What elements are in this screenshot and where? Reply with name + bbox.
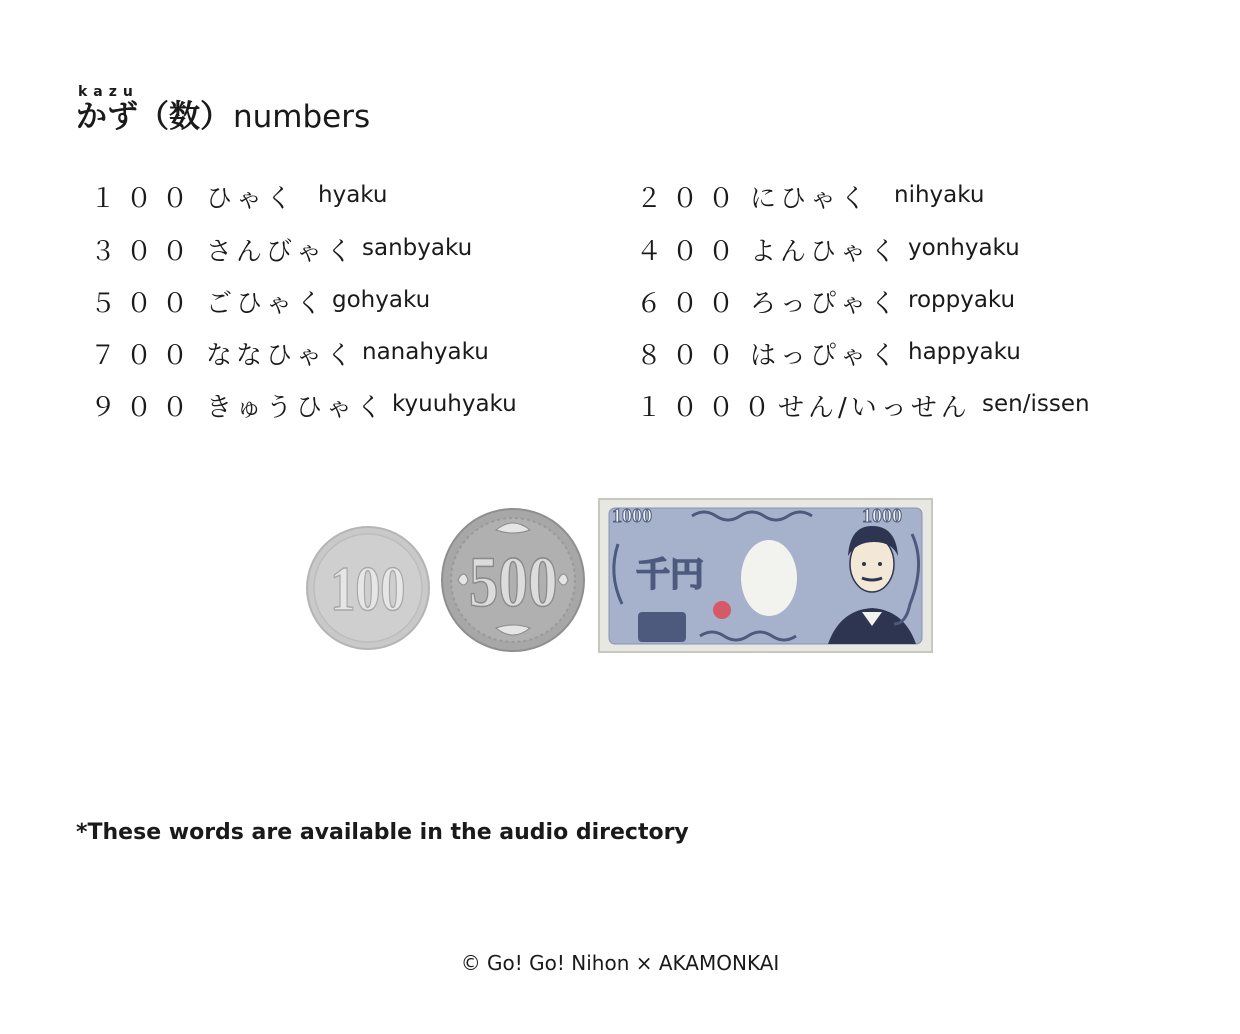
audio-note: *These words are available in the audio directory xyxy=(76,820,689,845)
bill-denomination-left: 1000 xyxy=(612,505,652,527)
romaji: gohyaku xyxy=(332,287,431,313)
bill-1000-yen-icon xyxy=(599,499,932,652)
yen-money-illustration xyxy=(300,494,940,664)
numeral: ２００ xyxy=(636,184,745,214)
bill-kanji: 千円 xyxy=(636,555,704,595)
kana: ろっぴゃく xyxy=(750,289,901,319)
kana: さんびゃく xyxy=(206,237,357,267)
title-ruby: kazu xyxy=(78,84,139,100)
numeral: ６００ xyxy=(636,289,745,319)
numeral: １００ xyxy=(90,184,199,214)
kana: はっぴゃく xyxy=(750,341,901,371)
numeral: ８００ xyxy=(636,341,745,371)
kana: ひゃく xyxy=(206,184,297,214)
copyright: © Go! Go! Nihon × AKAMONKAI xyxy=(460,951,780,975)
numeral: ７００ xyxy=(90,341,199,371)
title-japanese: かず（数） xyxy=(76,99,231,135)
title-english: numbers xyxy=(233,99,371,135)
romaji: yonhyaku xyxy=(908,235,1020,261)
kana: ごひゃく xyxy=(206,289,327,319)
romaji: kyuuhyaku xyxy=(392,391,517,417)
romaji: roppyaku xyxy=(908,287,1016,313)
numeral: ９００ xyxy=(90,393,199,423)
kana: きゅうひゃく xyxy=(206,393,387,423)
numeral: １０００ xyxy=(636,393,781,423)
romaji: sen/issen xyxy=(982,391,1090,417)
romaji: nihyaku xyxy=(894,182,985,208)
kana: にひゃく xyxy=(750,184,871,214)
numeral: ５００ xyxy=(90,289,199,319)
romaji: hyaku xyxy=(318,182,388,208)
kana: ななひゃく xyxy=(206,341,357,371)
romaji: sanbyaku xyxy=(362,235,473,261)
coin-100-label: 100 xyxy=(330,554,406,625)
kana: よんひゃく xyxy=(750,237,901,267)
bill-denomination-right: 1000 xyxy=(862,505,902,527)
numeral: ３００ xyxy=(90,237,199,267)
coin-100-yen-icon xyxy=(307,527,429,649)
numeral: ４００ xyxy=(636,237,745,267)
page-title xyxy=(76,96,370,138)
coin-500-label: 500 xyxy=(468,542,558,623)
romaji: happyaku xyxy=(908,339,1021,365)
romaji: nanahyaku xyxy=(362,339,489,365)
kana: せん/いっせん xyxy=(778,393,971,423)
coin-500-yen-icon xyxy=(442,509,584,651)
